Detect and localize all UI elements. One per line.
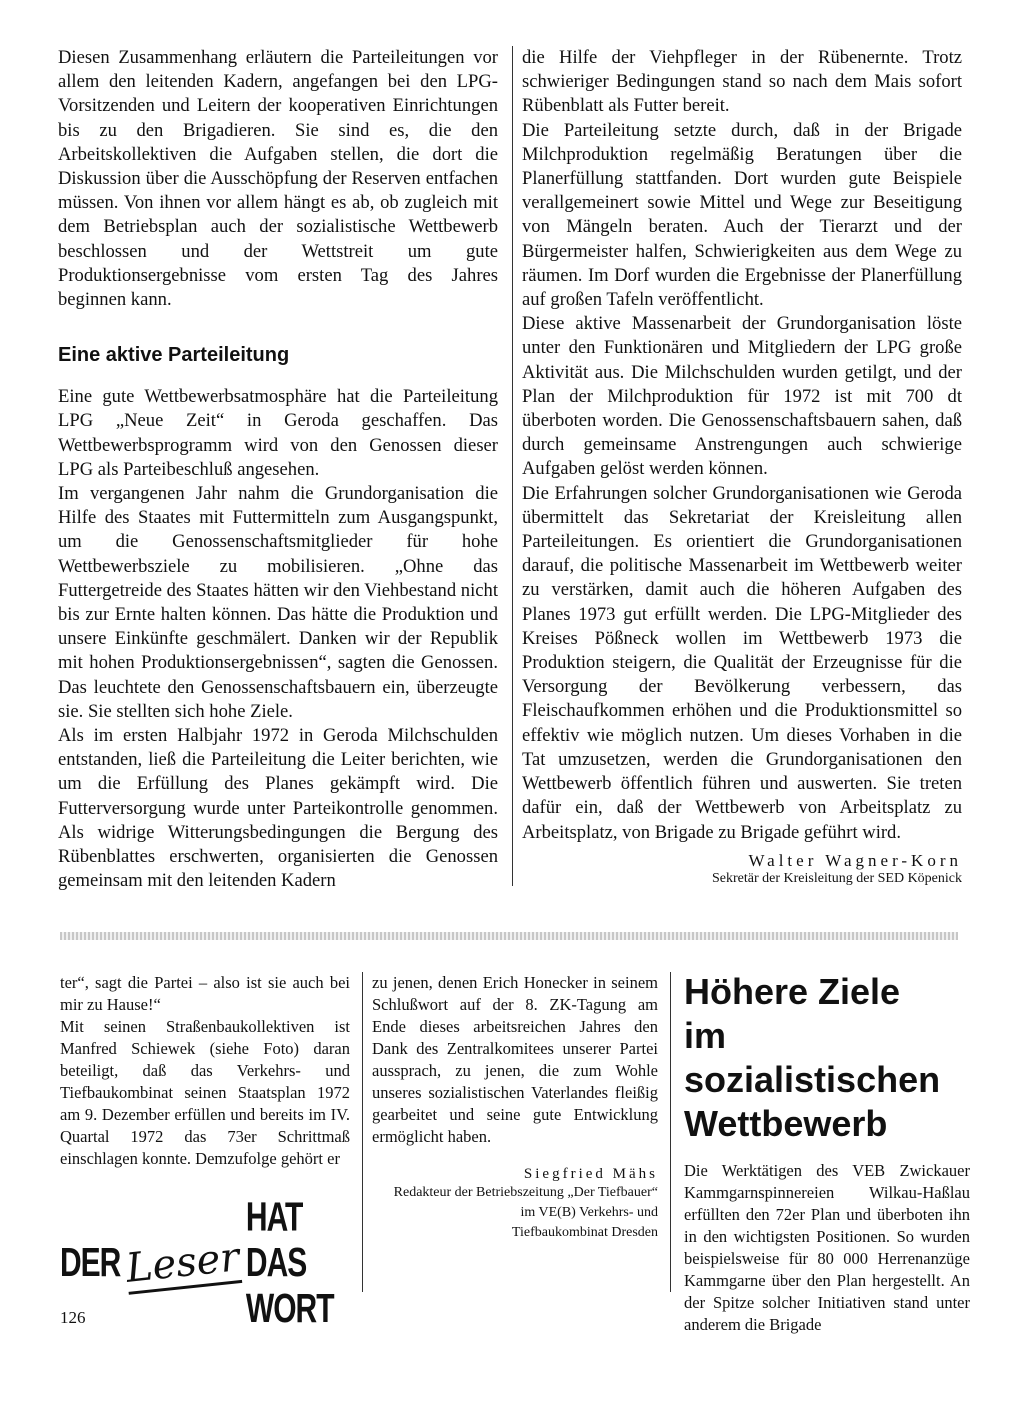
paragraph: die Hilfe der Viehpfleger in der Rübenernte. Trotz schwieriger Bedingungen stand so nach dem Mais sofort Rübenblatt als Futter bereit.	[522, 47, 962, 117]
top-left-column	[58, 46, 498, 894]
paragraph: Die Werktätigen des VEB Zwickauer Kammgarnspinnereien Wilkau-Haßlau erfüllten den 72er Plan und überboten ihn in den wichtigsten Positionen. So wurden beispielsweise für 80 000 Herrenanzüge Kammgarne über den Plan hergestellt. An der Spitze solcher Initiativen stand unter anderem die Brigade	[684, 1161, 970, 1334]
column-divider	[512, 46, 513, 886]
paragraph: Die Parteileitung setzte durch, daß in der Brigade Milchproduktion regelmäßig Beratungen über die Planerfüllung stattfanden. Dort wurden gute Beispiele verallgemeinert sowie Mittel und Wege zur Beseitigung von Mängeln beraten. Auch der Tierarzt und der Bürgermeister halfen, Schwierigkeiten aus dem Wege zu räumen. Im Dorf wurden die Ergebnisse der Planerfüllung auf großen Tafeln veröffentlicht.	[522, 119, 962, 311]
section-heading: Eine aktive Parteileitung	[58, 344, 290, 367]
top-right-column	[522, 46, 962, 887]
author-role: Redakteur der Betriebszeitung „Der Tiefbauer“ im VE(B) Verkehrs- und Tiefbaukombinat Dresden	[393, 1185, 658, 1240]
column-divider	[670, 972, 671, 1292]
bottom-left-column	[60, 972, 350, 1170]
paragraph: Als im ersten Halbjahr 1972 in Geroda Milchschulden entstanden, ließ die Parteileitung die Leiter berichten, wie um die Erfüllung des Planes gekämpft wird. Die Futterversorgung wurde unter Parteikontrolle genommen. Als widrige Witterungsbedingungen die Bergung des Rübenblattes erschwerten, organisierten die Genossen gemeinsam mit den leitenden Kadern	[58, 725, 498, 892]
bottom-right-column	[684, 970, 970, 1336]
paragraph: Diesen Zusammenhang erläutern die Parteileitungen vor allem den leitenden Kadern, angefangen bei den LPG-Vorsitzenden und Leitern der kooperativen Einrichtungen bis zu den Brigadieren. Sie sind es, die den Arbeitskollektiven die Aufgaben stellen, die dort die Diskussion über die Ausschöpfung der Reserven entfachen müssen. Von ihnen vor allem hängt es ab, ob zugleich mit dem Betriebsplan auch der sozialistische Wettbewerb beschlossen und der Wettstreit um gute Produktionsergebnisse vom ersten Tag des Jahres beginnen kann.	[58, 47, 498, 311]
author-role: Sekretär der Kreisleitung der SED Köpenick	[712, 870, 962, 886]
paragraph: Mit seinen Straßenbaukollektiven ist Manfred Schiewek (siehe Foto) daran beteiligt, daß das Verkehrs- und Tiefbaukombinat seinen Staatsplan 1972 am 9. Dezember erfüllen und bereits im IV. Quartal 1972 das 73er Schrittmaß einschlagen konnte. Demzufolge gehört er	[60, 1017, 350, 1168]
logo-script: Leser	[124, 1234, 242, 1295]
logo-text-left: DER	[60, 1241, 121, 1286]
paragraph: zu jenen, denen Erich Honecker in seinem Schlußwort auf der 8. ZK-Tagung am Ende dieses arbeitsreichen Jahres den Dank des Zentralkomitees unserer Partei aussprach, zu jenen, die zum Wohle unseres sozialistischen Vaterlandes fleißig gearbeitet und seine gute Entwicklung ermöglicht haben.	[372, 973, 658, 1146]
author-signature: Walter Wagner-Korn	[748, 850, 962, 870]
paragraph: Eine gute Wettbewerbsatmosphäre hat die Parteileitung LPG „Neue Zeit“ in Geroda geschaffen. Das Wettbewerbsprogramm wird von den Genossen dieser LPG als Parteibeschluß angesehen.	[58, 386, 498, 480]
paragraph: Die Erfahrungen solcher Grundorganisationen wie Geroda übermittelt das Sekretariat der Kreisleitung allen Parteileitungen. Es orientiert die Grundorganisationen darauf, die politische Massenarbeit im Wettbewerb weiter zu verstärken, damit auch die höheren Aufgaben des Planes 1973 gut erfüllt werden. Die LPG-Mitglieder des Kreises Pößneck wollen im Wettbewerb 1973 die Produktion steigern, die Qualität der Erzeugnisse für die Versorgung der Bevölkerung verbessern, das Fleischaufkommen erhöhen und die Produktionsmittel so effektiv wie möglich nutzen. Um dieses Vorhaben in die Tat umzusetzen, werden die Grundorganisationen den Wettbewerb öffentlich führen und auswerten. Sie treten dafür ein, daß der Wettbewerb von Arbeitsplatz zu Arbeitsplatz, von Brigade zu Brigade geführt wird.	[522, 482, 962, 843]
page-number: 126	[60, 1308, 86, 1327]
paragraph: Diese aktive Massenarbeit der Grundorganisation löste unter den Funktionären und Mitgliedern der LPG große Aktivität aus. Die Milchschulden wurden getilgt, und der Plan der Milchproduktion für 1972 ist mit 700 dt überboten worden. Die Genossenschaftsbauern sahen, daß durch gemeinsame Anstrengungen auch schwierige Aufgaben gelöst werden können.	[522, 313, 962, 480]
paragraph: Im vergangenen Jahr nahm die Grundorganisation die Hilfe des Staates mit Futtermitteln zum Ausgangspunkt, um die Genossenschaftsmitglieder für hohe Wettbewerbsziele zu mobilisieren. „Ohne das Futtergetreide des Staates hätten wir den Viehbestand nicht bis zur Ernte halten können. Das hätte die Produktion und unsere Einkünfte geschmälert. Danken wir der Republik mit hohen Produktionsergebnissen“, sagten die Genossen. Das leuchtete den Genossenschaftsbauern ein, überzeugte sie. Sie stellten sich hohe Ziele.	[58, 483, 498, 722]
paragraph: ter“, sagt die Partei – also ist sie auch bei mir zu Hause!“	[60, 973, 350, 1014]
section-divider	[60, 932, 958, 940]
logo-text-right: HAT DAS WORT	[245, 1195, 334, 1332]
article-title: Höhere Ziele im sozialistischen Wettbewerb	[684, 971, 941, 1144]
column-divider	[362, 972, 363, 1292]
author-signature: Siegfried Mähs	[523, 1166, 658, 1182]
bottom-middle-column	[372, 972, 658, 1243]
